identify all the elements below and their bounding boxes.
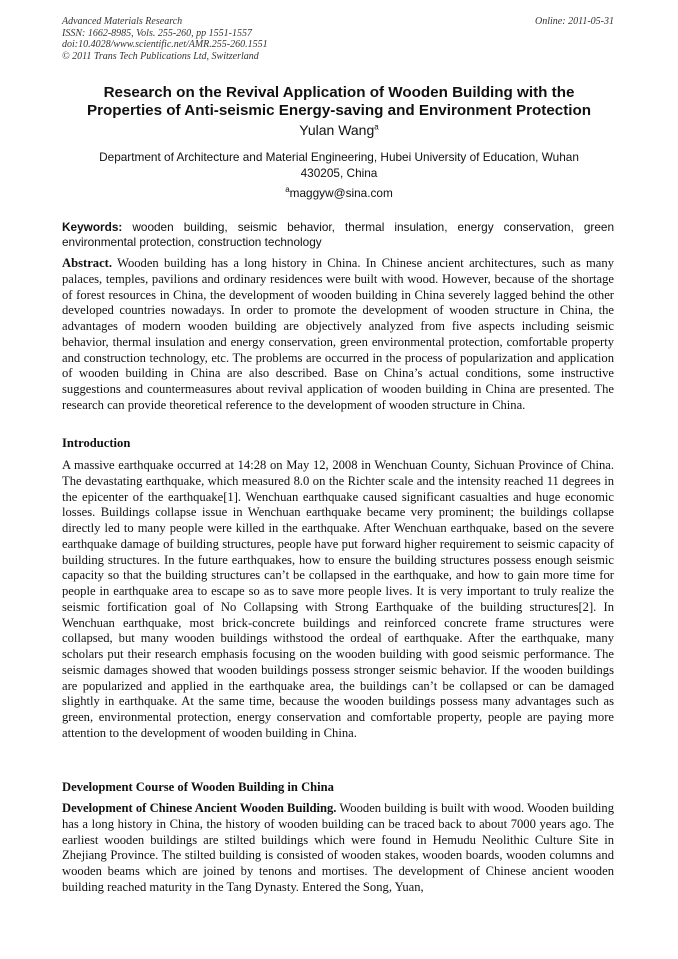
email-superscript: a bbox=[285, 185, 290, 195]
abstract bbox=[62, 256, 614, 414]
affiliation-line-1: Department of Architecture and Material Engineering, Hubei University of Education, Wuhan bbox=[99, 150, 579, 164]
introduction-paragraph: A massive earthquake occurred at 14:28 on May 12, 2008 in Wenchuan County, Sichuan Province of China. The devastating earthquake, which measured 8.0 on the Richter scale and the intensity reached 11 degrees in the epicenter of the earthquake[1]. Wenchuan earthquake caused significant casualties and huge economic losses. Buildings collapse issue in Wenchuan earthquake became very prominent; the buildings collapse directly led to many people were killed in the earthquake. After Wenchuan earthquake, based on the severe earthquake damage of building structures, people have put forward higher requirement to seismic capacity of building structures. In the future earthquakes, how to ensure the building structures possess enough seismic capacity so that the building structures can’t be collapsed in the earthquake, and how to gain more time for people in earthquake area to escape so as to save more people lives. It is very important to truly realize the seismic fortification goal of No Collapsing with Strong Earthquake of the building structures[2]. In Wenchuan earthquake, most brick-concrete buildings and reinforced concrete frame structures were collapsed, but many wooden buildings withstood the ordeal of earthquake. After the earthquake, many scholars put their research emphasis focusing on the wooden building with good seismic performance. The seismic damages showed that wooden buildings possess stronger seismic behavior. If the wooden buildings are popularized and applied in the earthquake area, the buildings can’t be collapsed or can be damaged slightly in earthquake. At the same time, because the wooden buildings possess many advantages such as green, environmental protection, energy conservation and comfortable property, people are paying more attention to the development of wooden building in China. bbox=[62, 458, 614, 740]
development-paragraph bbox=[62, 801, 614, 896]
online-date: Online: 2011-05-31 bbox=[535, 16, 614, 27]
keywords-label: Keywords: bbox=[62, 220, 123, 234]
issn-line: ISSN: 1662-8985, Vols. 255-260, pp 1551-1557 bbox=[62, 27, 252, 39]
journal-name: Advanced Materials Research bbox=[62, 16, 183, 27]
author bbox=[40, 122, 638, 138]
keywords bbox=[62, 220, 614, 249]
development-text: Wooden building is built with wood. Wooden building has a long history in China, the history of wooden building can be traced back to about 7000 years ago. The earliest wooden buildings are stilted buildings which were found in Hemudu Neolithic Culture Site in Zhejiang Province. The stilted building is consisted of wooden stakes, wooden boards, wooden columns and wooden beams which are joined by tenons and mortises. The development of Chinese ancient wooden building reached maturity in the Tang Dynasty. Entered the Song, Yuan, bbox=[62, 801, 615, 894]
keywords-text: wooden building, seismic behavior, thermal insulation, energy conservation, green environmental protection, construction technology bbox=[62, 220, 614, 249]
author-superscript: a bbox=[374, 122, 379, 132]
paper-title bbox=[40, 84, 638, 120]
copyright-line: © 2011 Trans Tech Publications Ltd, Switzerland bbox=[62, 50, 259, 62]
affiliation-line-2: 430205, China bbox=[300, 165, 378, 180]
author-name: Yulan Wang bbox=[299, 122, 375, 138]
journal-header bbox=[62, 16, 268, 62]
affiliation bbox=[70, 150, 608, 181]
title-line-1: Research on the Revival Application of Wooden Building with the bbox=[103, 84, 575, 101]
introduction-heading: Introduction bbox=[62, 436, 131, 450]
development-subheading: Development of Chinese Ancient Wooden Building. bbox=[62, 801, 337, 815]
author-email bbox=[40, 186, 638, 200]
title-line-2: Properties of Anti-seismic Energy-saving and Environment Protection bbox=[86, 102, 592, 119]
development-heading: Development Course of Wooden Building in China bbox=[62, 780, 334, 794]
abstract-label: Abstract. bbox=[62, 256, 113, 270]
doi-line: doi:10.4028/www.scientific.net/AMR.255-260.1551 bbox=[62, 39, 268, 51]
email-address: maggyw@sina.com bbox=[289, 186, 393, 200]
abstract-text: Wooden building has a long history in China. In Chinese ancient architectures, such as many palaces, temples, pavilions and ordinary residences were built with wood. However, because of the shortage of forest resources in China, the development of wooden building in China severely lagged behind the other developed countries nowadays. In order to promote the development of wooden structure in China, the advantages of modern wooden building are objectively analyzed from five aspects including seismic behavior, thermal insulation and energy conservation, green environmental protection, comfortable property and construction technology, etc. The problems are occurred in the process of popularization and application of wooden building in China are also described. Base on China’s actual conditions, some instructive suggestions and countermeasures about revival application of wooden building in China are presented. The research can provide theoretical reference to the development of wooden structure in China. bbox=[62, 256, 614, 412]
